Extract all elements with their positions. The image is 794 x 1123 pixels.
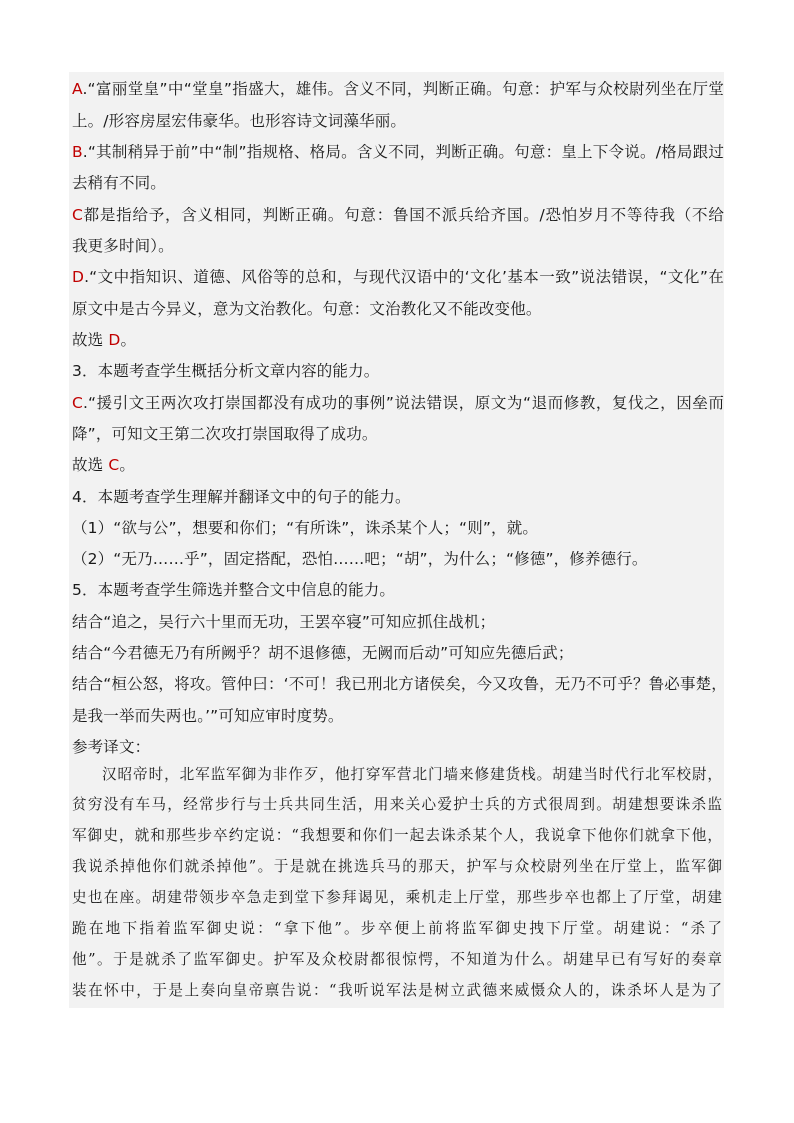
translation-line-8: 装在怀中，于是上奏向皇帝禀告说：“我听说军法是树立武德来威慑众人的，诛杀坏人是为了 [72,982,722,999]
option-a-line-1 [72,79,724,99]
translation-line-4: 我说杀掉他你们就杀掉他”。于是就在挑选兵马的那天，护军与众校尉列坐在厅堂上，监军御 [72,858,722,875]
reference-translation-heading: 参考译文： [72,738,151,756]
answer-suffix: 。 [120,331,137,349]
translation-line-7: 他”。于是就杀了监军御史。护军及众校尉都很惊愕，不知道为什么。胡建早已有写好的奏章 [72,951,722,968]
q3-analysis-line-2: 降”，可知文王第二次攻打崇国取得了成功。 [72,425,378,443]
answer-prefix: 故选 [72,331,109,349]
option-d-text: .“文中指知识、道德、风俗等的总和，与现代汉语中的‘文化’基本一致”说法错误，“文化”在 [84,268,724,286]
option-d-line-2: 原文中是古今异义，意为文治教化。句意：文治教化又不能改变他。 [72,300,542,318]
answer-prefix: 故选 [72,456,109,474]
option-c-line-2: 我更多时间）。 [72,237,174,255]
answer-choice-d [72,330,724,350]
option-b-letter: B [72,143,83,161]
q4-item-2: （2）“无乃……乎”，固定搭配，恐怕……吧；“胡”，为什么；“修德”，修养德行。 [72,550,648,568]
q5-item-2: 结合“今君德无乃有所阙乎？胡不退修德，无阙而后动”可知应先德后武； [72,644,574,662]
option-b-text: .“其制稍异于前”中“制”指规格、格局。含义不同，判断正确。句意：皇上下令说。/格局跟过 [82,143,724,161]
answer-choice-c [72,455,724,475]
answer-letter: D [108,331,121,349]
translation-line-3: 军御史，就和那些步卒约定说：“我想要和你们一起去诛杀某个人，我说拿下他你们就拿下他， [72,827,722,844]
q3-analysis-line-1 [72,393,724,413]
translation-line-1: 汉昭帝时，北军监军御为非作歹，他打穿军营北门墙来修建货栈。胡建当时代行北军校尉， [102,766,722,783]
option-b-line-1 [72,142,724,162]
option-c-line-1 [72,205,724,225]
option-a-text: .“富丽堂皇”中“堂皇”指盛大，雄伟。含义不同，判断正确。句意：护军与众校尉列坐在厅堂 [82,80,724,98]
option-d-line-1 [72,267,724,287]
answer-letter: C [108,456,120,474]
q3-heading: 3．本题考查学生概括分析文章内容的能力。 [72,362,380,380]
option-b-line-2: 去稍有不同。 [72,174,166,192]
translation-line-5: 史也在座。胡建带领步卒急走到堂下参拜谒见，乘机走上厅堂，那些步卒也都上了厅堂，胡建 [72,889,722,906]
q5-item-1: 结合“追之，吴行六十里而无功，王罢卒寝”可知应抓住战机； [72,613,496,631]
translation-line-6: 跪在地下指着监军御史说：“拿下他”。步卒便上前将监军御史拽下厅堂。胡建说：“杀了 [72,920,722,937]
option-c-letter: C [72,206,83,224]
option-a-letter: A [72,80,83,98]
option-d-letter: D [72,268,85,286]
translation-line-2: 贫穷没有车马，经常步行与士兵共同生活，用来关心爱护士兵的方式很周到。胡建想要诛杀监 [72,796,722,813]
q4-item-1: （1）“欲与公”，想要和你们；“有所诛”，诛杀某个人；“则”，就。 [72,519,538,537]
option-c-text: 都是指给予，含义相同，判断正确。句意：鲁国不派兵给齐国。/恐怕岁月不等待我（不给 [82,206,724,224]
q5-heading: 5．本题考查学生筛选并整合文中信息的能力。 [72,581,396,599]
q4-heading: 4．本题考查学生理解并翻译文中的句子的能力。 [72,488,411,506]
q3-option-letter: C [72,394,83,412]
q3-analysis-text: .“援引文王两次攻打崇国都没有成功的事例”说法错误，原文为“退而修教，复伐之，因垒而 [82,394,724,412]
answer-suffix: 。 [119,456,136,474]
q5-item-3-line-2: 是我一举而失两也。’”可知应审时度势。 [72,707,344,725]
q5-item-3-line-1: 结合“桓公怒，将攻。管仲曰：‘不可！我已刑北方诸侯矣，今又攻鲁，无乃不可乎？鲁必事楚， [72,675,727,693]
option-a-line-2: 上。/形容房屋宏伟豪华。也形容诗文词藻华丽。 [72,112,407,130]
